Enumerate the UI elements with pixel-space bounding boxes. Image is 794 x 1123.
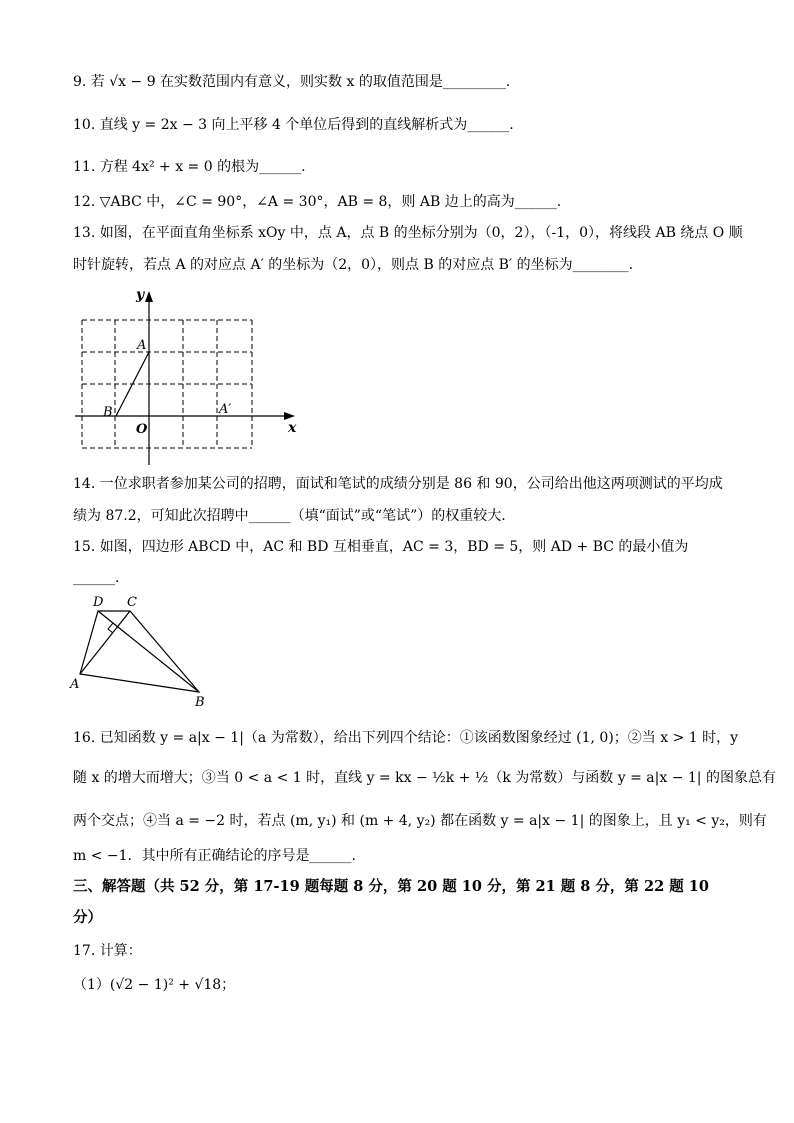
point-d-label: D	[93, 595, 104, 610]
origin-label: O	[136, 422, 148, 437]
q14-line2: 绩为 87.2，可知此次招聘中______（填“面试”或“笔试”）的权重较大.	[73, 508, 506, 524]
x-axis-label: x	[288, 420, 297, 436]
q11: 11. 方程 4x² + x = 0 的根为______.	[73, 159, 306, 175]
right-angle-mark	[108, 623, 113, 633]
q16-line4: m < −1．其中所有正确结论的序号是______.	[73, 848, 356, 864]
x-axis-arrow-icon	[284, 412, 295, 420]
q9: 9. 若 √x − 9 在实数范围内有意义，则实数 x 的取值范围是_________.	[73, 74, 511, 90]
q15-line2: ______.	[73, 570, 120, 586]
q17-heading: 17. 计算：	[73, 943, 142, 959]
section3-title-line2: 分）	[73, 909, 102, 926]
q15-line1: 15. 如图，四边形 ABCD 中，AC 和 BD 互相垂直，AC = 3，BD = 5，则 AD + BC 的最小值为	[73, 539, 689, 555]
point-a-label: A	[70, 677, 80, 692]
segment-ab	[116, 352, 149, 416]
q17-part1: （1）(√2 − 1)² + √18；	[73, 977, 236, 993]
q16-line1: 16. 已知函数 y = a|x − 1|（a 为常数），给出下列四个结论：①该函数图象经过 (1, 0)；②当 x > 1 时，y	[73, 730, 739, 746]
diagonal-ac	[80, 611, 130, 674]
point-a-prime-label: A′	[219, 402, 232, 417]
y-axis-arrow-icon	[145, 291, 153, 302]
y-axis-label: y	[136, 287, 145, 303]
section3-title-line1: 三、解答题（共 52 分，第 17-19 题每题 8 分，第 20 题 10 分，第 21 题 8 分，第 22 题 10	[73, 878, 709, 895]
q15-figure	[68, 592, 228, 712]
point-a-label: A	[137, 338, 147, 353]
q10: 10. 直线 y = 2x − 3 向上平移 4 个单位后得到的直线解析式为______.	[73, 117, 514, 133]
point-c-label: C	[127, 595, 137, 610]
point-b-label: B	[195, 695, 205, 710]
q13-figure	[70, 285, 310, 470]
q14-line1: 14. 一位求职者参加某公司的招聘，面试和笔试的成绩分别是 86 和 90，公司给出他这两项测试的平均成	[73, 476, 723, 492]
q16-line3: 两个交点；④当 a = −2 时，若点 (m, y₁) 和 (m + 4, y₂) 都在函数 y = a|x − 1| 的图象上，且 y₁ < y₂，则有	[73, 813, 767, 829]
q12: 12. ▽ABC 中，∠C = 90°，∠A = 30°，AB = 8，则 AB 边上的高为______.	[73, 194, 562, 210]
point-b-label: B	[103, 405, 113, 420]
q13-line2: 时针旋转，若点 A 的对应点 A′ 的坐标为（2，0），则点 B 的对应点 B′ 的坐标为________.	[73, 257, 634, 273]
q13-line1: 13. 如图，在平面直角坐标系 xOy 中，点 A，点 B 的坐标分别为（0，2），（-1，0），将线段 AB 绕点 O 顺	[73, 225, 743, 241]
q16-line2: 随 x 的增大而增大；③当 0 < a < 1 时，直线 y = kx − ½k + ½（k 为常数）与函数 y = a|x − 1| 的图象总有	[73, 770, 776, 786]
